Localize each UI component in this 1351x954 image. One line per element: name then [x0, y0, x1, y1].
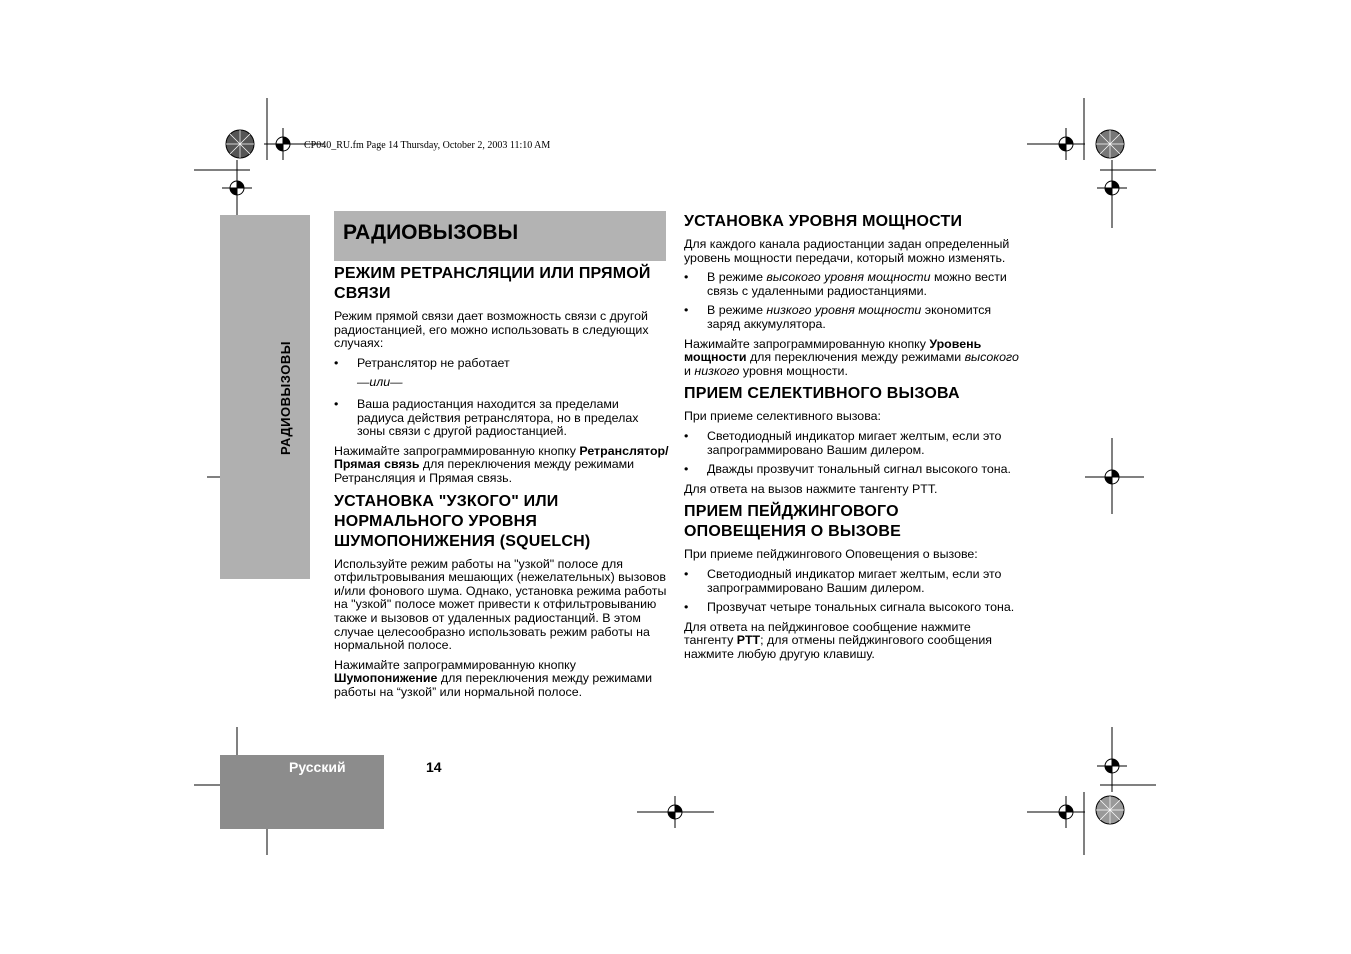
list-item: • В режиме высокого уровня мощности можно вести связь с удаленными радиостанциями.: [684, 271, 1019, 298]
side-tab: [220, 215, 310, 579]
section-title-power-level: УСТАНОВКА УРОВНЯ МОЩНОСТИ: [684, 213, 963, 230]
bullet-list: [334, 357, 669, 371]
list-item: • Ваша радиостанция находится за пределами радиуса действия ретранслятора, но в пределах зоны связи с другой радиостанцией.: [334, 398, 669, 439]
left-column: [334, 264, 669, 705]
page-number: 14: [426, 759, 442, 775]
section-title-repeater-mode: РЕЖИМ РЕТРАНСЛЯЦИИ ИЛИ ПРЯМОЙ СВЯЗИ: [334, 265, 651, 302]
paragraph: Для ответа на пейджинговое сообщение нажмите тангенту PTT; для отмены пейджингового сообщения нажмите любую другую клавишу.: [684, 619, 992, 661]
paragraph: Нажимайте запрограммированную кнопку Уровень мощности для переключения между режимами высокого и низкого уровня мощности.: [684, 336, 1019, 378]
bullet-list: [334, 398, 669, 439]
bullet-list: [684, 271, 1019, 331]
paragraph: Для каждого канала радиостанции задан определенный уровень мощности передачи, который можно изменять.: [684, 237, 1010, 265]
section-title-call-alert: ПРИЕМ ПЕЙДЖИНГОВОГО ОПОВЕЩЕНИЯ О ВЫЗОВЕ: [684, 503, 901, 541]
list-item: • Ретранслятор не работает: [334, 357, 669, 371]
paragraph: При приеме пейджингового Оповещения о вызове:: [684, 547, 978, 562]
button-name: Ретранслятор/Прямая связь: [334, 443, 669, 472]
or-separator: —или—: [357, 375, 403, 390]
paragraph: Нажимайте запрограммированную кнопку Ретранслятор/Прямая связь для переключения между режимами Ретрансляция и Прямая связь.: [334, 443, 669, 485]
list-item: • В режиме низкого уровня мощности экономится заряд аккумулятора.: [684, 304, 1019, 331]
paragraph: При приеме селективного вызова:: [684, 409, 881, 424]
paragraph: Для ответа на вызов нажмите тангенту PTT.: [684, 481, 938, 496]
paragraph: Режим прямой связи дает возможность связи с другой радиостанцией, его можно использовать в следующих случаях:: [334, 309, 649, 351]
list-item: • Дважды прозвучит тональный сигнал высокого тона.: [684, 463, 1019, 477]
button-name: PTT: [736, 633, 761, 648]
list-item: • Прозвучат четыре тональных сигнала высокого тона.: [684, 601, 1019, 615]
bullet-list: [684, 568, 1019, 615]
right-column: [684, 212, 1019, 667]
list-item: • Светодиодный индикатор мигает желтым, если это запрограммировано Вашим дилером.: [684, 568, 1019, 595]
section-title-selective-call: ПРИЕМ СЕЛЕКТИВНОГО ВЫЗОВА: [684, 385, 960, 403]
list-item: • Светодиодный индикатор мигает желтым, если это запрограммировано Вашим дилером.: [684, 430, 1019, 457]
section-title-squelch: УСТАНОВКА "УЗКОГО" ИЛИ НОРМАЛЬНОГО УРОВНЯ ШУМОПОНИЖЕНИЯ (SQUELCH): [334, 492, 591, 550]
bullet-list: [684, 430, 1019, 477]
paragraph: Используйте режим работы на "узкой" полосе для отфильтровывания мешающих (нежелательных) вызовов и/или фонового шума. Однако, установка режима работы на "узкой" полосе может привести к отфильтровыванию также и вызовов от удаленных радиостанций. В этом случае целесообразно использовать режим работы на нормальной полосе.: [334, 556, 667, 653]
button-name: Шумопонижение: [334, 671, 438, 686]
footer-language: Русский: [289, 759, 346, 775]
side-tab-label: РАДИОВЫЗОВЫ: [278, 341, 293, 455]
button-name: Уровень мощности: [684, 336, 982, 365]
chapter-title: РАДИОВЫЗОВЫ: [343, 221, 519, 244]
paragraph: Нажимайте запрограммированную кнопку Шумопонижение для переключения между режимами работы на “узкой” или нормальной полосе.: [334, 657, 653, 699]
file-info-header: CP040_RU.fm Page 14 Thursday, October 2, 2003 11:10 AM: [304, 140, 551, 151]
